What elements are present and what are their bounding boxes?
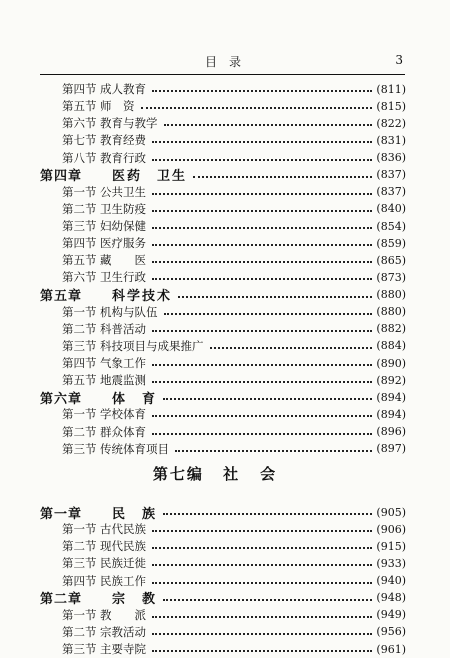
section-page: (906) — [376, 522, 406, 536]
leader-dots — [152, 547, 372, 549]
leader-dots — [152, 650, 372, 652]
section-label: 第二节 — [62, 624, 97, 639]
leader-dots — [152, 530, 372, 532]
toc-section-entry[interactable] — [62, 371, 406, 389]
section-title: 藏 医 — [100, 253, 146, 268]
chapter-page: (948) — [376, 591, 406, 605]
chapter-page: (894) — [376, 390, 406, 404]
toc-chapter-entry[interactable] — [40, 589, 406, 607]
leader-dots — [152, 364, 372, 366]
chapter-label: 第四章 — [40, 169, 83, 185]
section-page: (865) — [376, 253, 406, 267]
leader-dots — [163, 599, 372, 601]
section-page: (896) — [376, 425, 406, 438]
leader-dots — [152, 633, 372, 635]
chapter-page: (837) — [376, 168, 406, 182]
leader-dots — [152, 210, 372, 212]
chapter-label: 第五章 — [40, 289, 83, 304]
toc-section-entry[interactable] — [62, 423, 406, 441]
section-label: 第四节 — [62, 573, 97, 588]
section-page: (892) — [376, 373, 406, 387]
part-heading[interactable] — [0, 463, 450, 484]
leader-dots — [164, 313, 373, 315]
toc-section-entry[interactable] — [62, 640, 406, 658]
chapter-label: 第六章 — [40, 391, 83, 407]
section-label: 第三节 — [62, 556, 97, 571]
toc-section-entry[interactable] — [62, 303, 406, 321]
part-title: 社会 — [223, 464, 298, 483]
header-title: 目录 — [205, 55, 254, 69]
toc-section-entry[interactable] — [62, 337, 406, 355]
section-page: (854) — [376, 219, 406, 233]
section-label: 第三节 — [62, 642, 97, 656]
section-title: 传统体育项目 — [100, 441, 169, 456]
section-title: 宗教活动 — [100, 624, 146, 639]
leader-dots — [141, 107, 373, 109]
section-title: 学校体育 — [100, 407, 146, 422]
part-label: 第七编 — [152, 464, 204, 483]
toc-chapter-entry[interactable] — [40, 286, 406, 304]
toc-section-entry[interactable] — [62, 572, 406, 590]
toc-section-entry[interactable] — [62, 354, 406, 372]
leader-dots — [163, 513, 372, 515]
toc-section-entry[interactable] — [62, 251, 406, 269]
section-page: (940) — [376, 574, 406, 587]
section-title: 民族工作 — [100, 573, 146, 588]
toc-section-entry[interactable] — [62, 554, 406, 572]
leader-dots — [163, 398, 372, 400]
section-title: 机构与队伍 — [100, 304, 158, 319]
section-page: (836) — [376, 151, 406, 164]
chapter-title: 宗 教 — [112, 592, 158, 608]
section-title: 科技项目与成果推广 — [100, 338, 204, 353]
section-page: (956) — [376, 625, 406, 639]
toc-chapter-entry[interactable] — [40, 503, 406, 521]
toc-section-entry[interactable] — [62, 537, 406, 555]
toc-section-entry[interactable] — [62, 320, 406, 338]
section-page: (890) — [376, 356, 406, 370]
section-label: 第五节 — [62, 373, 97, 388]
section-label: 第七节 — [62, 133, 97, 148]
section-page: (915) — [376, 539, 406, 553]
chapter-title: 体 育 — [112, 391, 158, 407]
leader-dots — [152, 90, 372, 92]
section-page: (840) — [376, 202, 406, 216]
section-page: (933) — [376, 556, 406, 570]
leader-dots — [178, 296, 372, 298]
section-label: 第一节 — [62, 304, 97, 319]
toc-section-entry[interactable] — [62, 405, 406, 423]
section-label: 第六节 — [62, 116, 97, 131]
header-page-number: 3 — [395, 53, 403, 67]
section-label: 第二节 — [62, 201, 97, 216]
section-page: (811) — [376, 82, 406, 96]
section-page: (897) — [376, 442, 406, 456]
toc-section-entry[interactable] — [62, 149, 406, 167]
toc-chapter-entry[interactable] — [40, 166, 406, 184]
section-title: 主要寺院 — [100, 642, 146, 656]
page-header — [40, 52, 405, 75]
toc-section-entry[interactable] — [62, 80, 406, 98]
section-page: (961) — [376, 642, 406, 656]
section-label: 第三节 — [62, 338, 97, 353]
section-page: (822) — [376, 116, 406, 130]
toc-section-entry[interactable] — [62, 114, 406, 132]
leader-dots — [152, 582, 372, 584]
leader-dots — [152, 141, 372, 143]
section-label: 第三节 — [62, 219, 97, 233]
section-label: 第二节 — [62, 539, 97, 554]
leader-dots — [152, 244, 372, 246]
section-page: (894) — [376, 407, 406, 421]
leader-dots — [152, 159, 372, 161]
section-title: 师 资 — [100, 99, 135, 114]
section-title: 妇幼保健 — [100, 219, 146, 233]
chapter-title: 民 族 — [112, 506, 158, 522]
section-page: (815) — [376, 99, 406, 113]
toc-section-entry[interactable] — [62, 217, 406, 235]
chapter-page: (905) — [376, 505, 406, 519]
section-title: 古代民族 — [100, 522, 146, 537]
section-label: 第二节 — [62, 424, 97, 439]
section-label: 第四节 — [62, 82, 97, 96]
toc-chapter-entry[interactable] — [40, 388, 406, 406]
section-label: 第四节 — [62, 356, 97, 370]
section-title: 群众体育 — [100, 424, 146, 439]
toc-section-entry[interactable] — [62, 97, 406, 115]
section-label: 第一节 — [62, 522, 97, 537]
leader-dots — [152, 381, 372, 383]
section-label: 第一节 — [62, 407, 97, 422]
section-page: (949) — [376, 608, 406, 622]
section-label: 第一节 — [62, 184, 97, 199]
chapter-title: 科学技术 — [112, 289, 173, 304]
leader-dots — [152, 261, 372, 263]
leader-dots — [152, 616, 372, 618]
section-label: 第八节 — [62, 150, 97, 165]
chapter-label: 第二章 — [40, 592, 83, 608]
leader-dots — [152, 193, 372, 195]
leader-dots — [152, 433, 372, 435]
section-title: 现代民族 — [100, 539, 146, 554]
chapter-title: 医药 卫生 — [112, 169, 188, 185]
toc-section-entry[interactable] — [62, 234, 406, 252]
leader-dots — [152, 278, 372, 280]
leader-dots — [152, 330, 372, 332]
section-page: (837) — [376, 185, 406, 199]
toc-section-entry[interactable] — [62, 520, 406, 538]
section-page: (831) — [376, 133, 406, 147]
section-label: 第三节 — [62, 441, 97, 456]
section-title: 公共卫生 — [100, 184, 146, 199]
toc-section-entry[interactable] — [62, 183, 406, 201]
toc-section-entry[interactable] — [62, 131, 406, 149]
leader-dots — [164, 124, 373, 126]
section-title: 卫生行政 — [100, 270, 146, 285]
section-page: (884) — [376, 339, 406, 353]
section-title: 成人教育 — [100, 82, 146, 96]
section-page: (880) — [376, 305, 406, 319]
section-title: 气象工作 — [100, 356, 146, 370]
section-title: 民族迁徙 — [100, 556, 146, 571]
leader-dots — [210, 347, 373, 349]
section-title: 教育经费 — [100, 133, 146, 148]
toc-section-entry[interactable] — [62, 606, 406, 624]
section-label: 第六节 — [62, 270, 97, 285]
leader-dots — [152, 227, 372, 229]
section-page: (873) — [376, 270, 406, 284]
toc-section-entry[interactable] — [62, 268, 406, 286]
leader-dots — [152, 564, 372, 566]
chapter-page: (880) — [376, 288, 406, 301]
section-title: 教育与教学 — [100, 116, 158, 131]
toc-section-entry[interactable] — [62, 200, 406, 218]
section-label: 第五节 — [62, 99, 97, 114]
leader-dots — [152, 415, 372, 417]
section-title: 科普活动 — [100, 321, 146, 336]
section-label: 第四节 — [62, 236, 97, 251]
section-label: 第五节 — [62, 253, 97, 268]
section-title: 教 派 — [100, 607, 146, 622]
section-title: 卫生防疫 — [100, 201, 146, 216]
section-title: 医疗服务 — [100, 236, 146, 251]
leader-dots — [175, 450, 372, 452]
section-title: 地震监测 — [100, 373, 146, 388]
section-title: 教育行政 — [100, 150, 146, 165]
toc-section-entry[interactable] — [62, 623, 406, 641]
toc-section-entry[interactable] — [62, 440, 406, 458]
section-label: 第二节 — [62, 321, 97, 336]
section-label: 第一节 — [62, 607, 97, 622]
section-page: (859) — [376, 236, 406, 250]
section-page: (882) — [376, 322, 406, 336]
chapter-label: 第一章 — [40, 506, 83, 522]
leader-dots — [193, 176, 372, 178]
